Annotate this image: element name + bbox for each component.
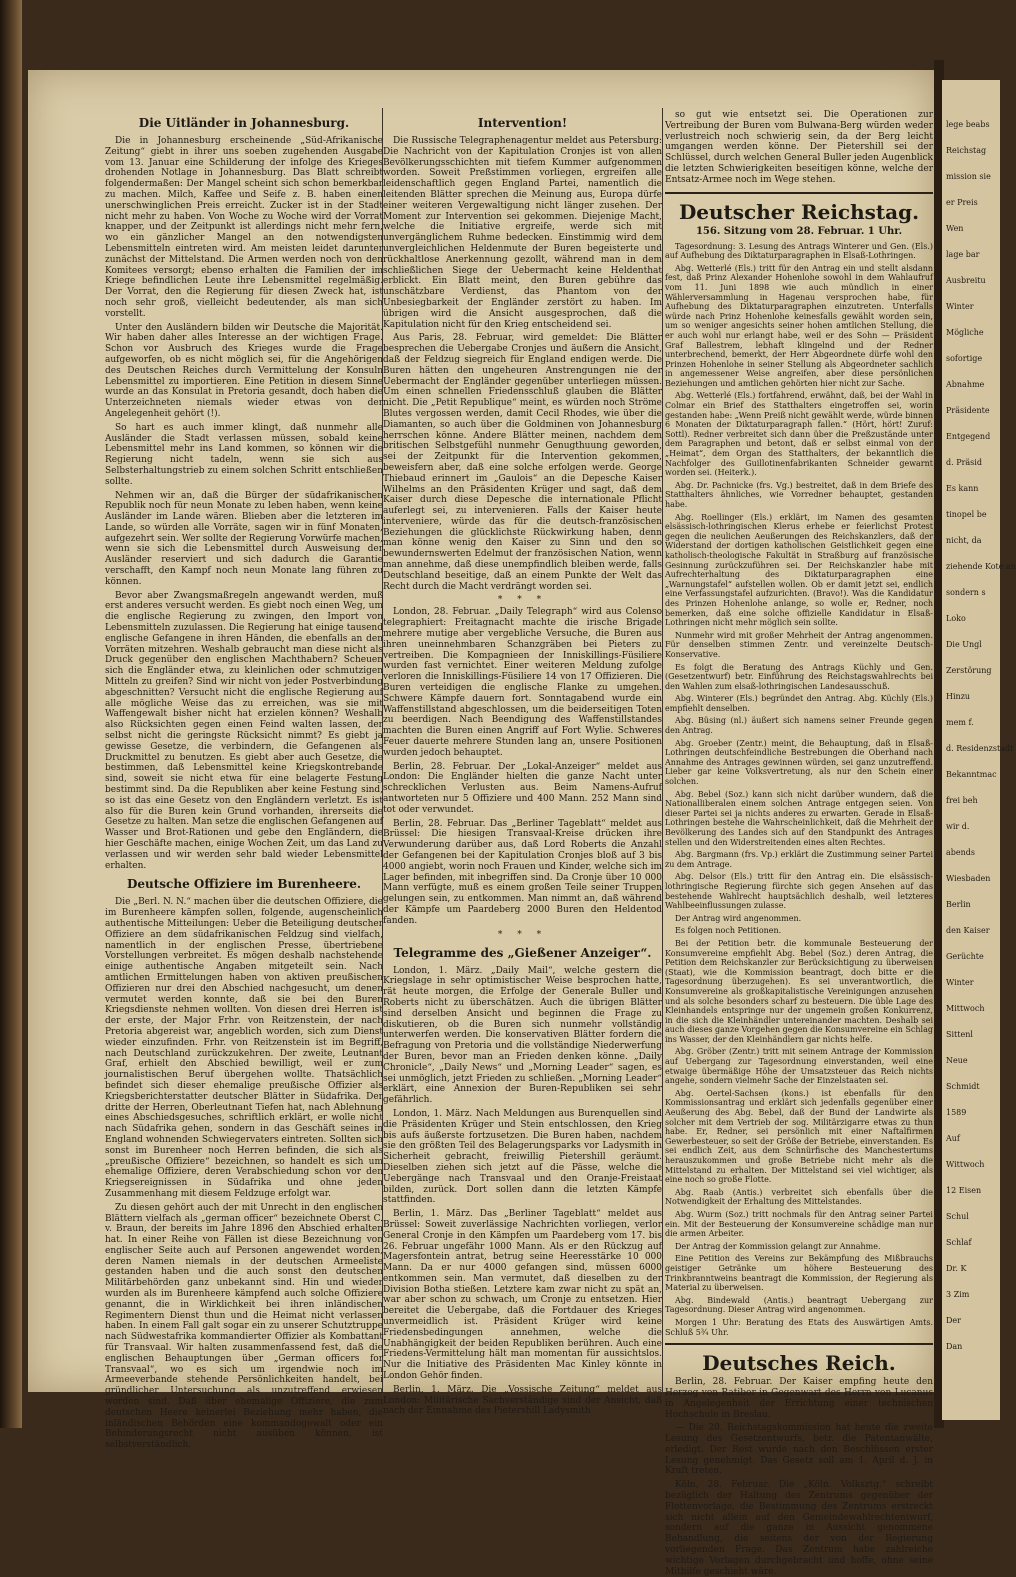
adjacent-page-line: lege beabs [946,120,990,129]
report-paragraph: Es folgt die Beratung des Antrags Küchly und Gen. (Gesetzentwurf) betr. Einführung des Reichstagswahlrechts bei den Wahlen zum elsaß-lothringischen Landesausschuß. [665,662,933,691]
adjacent-page-line: Bekanntmac [946,770,997,779]
report-paragraph: Abg. Gröber (Zentr.) tritt mit seinem Antrage der Kommission auf Uebergang zur Tagesordnung einverstanden, weil eine etwaige übermäßige Höhe der Umsatzsteuer das Reich nichts angehe, sondern vielmehr Sache der Einzelstaaten sei. [665,1047,933,1086]
report-paragraph: Abg. Bindewald (Antis.) beantragt Uebergang zur Tagesordnung. Dieser Antrag wird angenommen. [665,1295,933,1315]
article-headline: Deutsche Offiziere im Burenheere. [126,877,362,892]
adjacent-page-line: Winter [946,302,974,311]
adjacent-page-line: frei beh [946,796,978,805]
report-paragraph: Eine Petition des Vereins zur Bekämpfung des Mißbrauchs geistiger Getränke um höhere Besteuerung des Trinkbranntweins beantragt die Kommission, der Regierung als Material zu überweisen. [665,1254,933,1293]
adjacent-page-line: Schmidt [946,1082,980,1091]
adjacent-page-line: den Kaiser [946,926,990,935]
session-subtitle: 156. Sitzung vom 28. Februar. 1 Uhr. [695,225,903,237]
article-paragraph: Aus Paris, 28. Februar, wird gemeldet: Die Blätter besprechen die Uebergabe Cronjes und äußern die Ansicht, daß der Feldzug siegreich für England endigen werde. Die Buren hätten den ungeheuren Anstrengungen nie der Uebermacht der Engländer gegenüber unterliegen müssen. Um einen schnellen Friedensschluß glauben die Blätter nicht. Die „Petit Republique“ meint, es würden noch Ströme Blutes vergossen werden, damit Cecil Rhodes, wie über die Diamanten, so auch über die Goldminen von Johannesburg herrschen könne. Andere Blätter meinen, nachdem dem britischen Selbstgefühl nunmehr Genugthuung geworden, sei der Zeitpunkt für die Intervention gekommen, beweisfern aber, daß eine solche erfolgen werde. George Thiebaud erinnert im „Gaulois“ an die Depesche Kaiser Wilhelms an den Präsidenten Krüger und sagt, daß dem Kaiser durch diese Depesche die internationale Pflicht auferlegt sei, zu intervenieren. Falls der Kaiser heute interveniere, würde das für die deutsch-französischen Beziehungen die glücklichste Rückwirkung haben, denn man könne wenig den Kaiser zu Sinn und den so bewundernswerten Edelmut der französischen Nation, wenn man annehme, daß diese unempfindlich bleiben werde, falls Deutschland beseitige, daß an einem Punkte der Welt das Recht durch die Macht verdrängt worden sei. [383,333,662,592]
article-paragraph: so gut wie entsetzt sei. Die Operationen zur Vertreibung der Buren vom Bulwana-Berg würden weder verlustreich noch schwierig sein, da der Berg leicht umgangen werden könne. Der Pietershill sei der Schlüssel, durch welchen General Buller jeden Augenblick die letzten Schwierigkeiten beseitigen könne, welche der Entsatz-Armee noch im Wege stehen. [665,110,933,185]
adjacent-page-line: 12 Eisen [946,1186,982,1195]
adjacent-page-line: sofortige [946,354,983,363]
adjacent-page-line: Gerüchte [946,952,984,961]
article-headline: Intervention! [477,116,568,130]
column-3 [665,110,933,1577]
report-paragraph: Abg. Groeber (Zentr.) meint, die Behauptung, daß in Elsaß-Lothringen deutschfeindliche Bestrebungen die Oberhand nach Annahme des Antrages gewinnen würden, sei ganz unzutreffend. Lieber gar keine Volksvertretung, als nur den Schein einer solchen. [665,738,933,787]
adjacent-page-line: er Preis [946,198,978,207]
report-paragraph: Der Antrag wird angenommen. [675,913,802,923]
article-paragraph: Berlin, 1. März. Die „Vossische Zeitung“ meldet aus London: Militärische Sachverständige sind der Ansicht, daß nach der Einnahme des Pietershill Ladysmith [383,1384,662,1417]
book-edge [0,0,22,1428]
adjacent-page-line: mem f. [946,718,974,727]
adjacent-page-line: mission sie [946,172,991,181]
adjacent-page-line: Neue [946,1056,968,1065]
report-paragraph: Abg. Delsor (Els.) tritt für den Antrag ein. Die elsässisch-lothringische Regierung fürchte sich gegen Ansehen auf das bestehende Wahlrecht hauptsächlich deshalb, weil letzteres Wahlbeeinflussungen zulasse. [665,872,933,911]
report-paragraph: Abg. Bargmann (frs. Vp.) erklärt die Zustimmung seiner Partei zu dem Antrage. [665,850,933,869]
section-divider [665,192,933,194]
adjacent-page-line: Dan [946,1342,963,1351]
adjacent-page-line: Entgegend [946,432,991,441]
adjacent-page-line: ziehende Kote an [946,562,1016,571]
adjacent-page-line: tinopel be [946,510,987,519]
report-paragraph: Abg. Wurm (Soz.) tritt nochmals für den Antrag seiner Partei ein. Mit der Besteuerung der Konsumvereine schädige man nur die armen Arbeiter. [665,1209,933,1239]
adjacent-page-line: d. Präsid [946,458,982,467]
adjacent-page-line: Dr. K [946,1264,967,1273]
report-paragraph: Abg. Dr. Pachnicke (frs. Vg.) bestreitet, daß in dem Briefe des Statthalters ähnliches, wie Vorredner behauptet, gestanden habe. [665,480,933,510]
adjacent-page-line: Auf [946,1134,960,1143]
article-headline: Telegramme des „Gießener Anzeiger“. [393,945,652,960]
article-paragraph: Köln, 28. Februar. Die „Köln. Volksztg.“ schreibt bezüglich der Haltung des Zentrums gegenüber der Flottenvorlage, die Bestimmung des Zentrums erstreckt sich nicht allein auf den Gemeindewahlrechtentwurf, sondern auf die ganze in Aussicht genommene Behandlung, die seitens der von der Regierung vorliegenden Frage. Das Zentrum habe zahlreiche wichtige Vorlagen durchgebracht und hoffe, ohne seine Mithilfe geschieht wäre. [665,1480,933,1577]
column-rule [662,108,663,1398]
article-paragraph: So hart es auch immer klingt, daß nunmehr alle Ausländer die Stadt verlassen müssen, sobald keine Lebensmittel mehr ins Land kommen, so können wir die Regierung nicht tadeln, wenn sie sich aus Selbsterhaltungstrieb zu einem solchen Schritt entschließen sollte. [105,422,383,487]
report-paragraph: Abg. Büsing (nl.) äußert sich namens seiner Freunde gegen den Antrag. [665,716,933,736]
report-paragraph: Tagesordnung: 3. Lesung des Antrags Winterer und Gen. (Els.) auf Aufhebung des Diktaturparagraphen in Elsaß-Lothringen. [665,241,933,261]
adjacent-page-line: Hinzu [946,692,971,701]
report-paragraph: Abg. Roellinger (Els.) erklärt, im Namen des gesamten elsässisch-lothringischen Klerus erhebe er feierlichst Protest gegen die neulichen Aeußerungen des Reichskanzlers, daß der Widerstand der dortigen katholischen Geistlichkeit gegen eine katholisch-theologische Fakultät in Straßburg auf französische Gesinnung zurückzuführen sei. Der Reichskanzler habe mit Aufrechterhaltung des Diktaturparagraphen eine „Warnungstafel“ aufstellen wollen. Ob er damit jetzt sei, endlich eine Verfassungstafel aufzurichten. (Bravo!). Was die Kandidatur des Prinzen Hohenlohe anlange, so wolle er, Redner, noch bemerken, daß eine solche offizielle Kandidatur in Elsaß-Lothringen nicht mehr möglich sein sollte. [665,512,933,628]
adjacent-page-line: Reichstag [946,146,987,155]
column-1 [105,110,383,1451]
separator-stars: * * * [497,595,548,606]
separator-stars: * * * [497,929,548,940]
section-divider [665,1343,933,1345]
article-paragraph: Berlin, 28. Februar. Der „Lokal-Anzeiger“ meldet aus London: Die Engländer hielten die ganze Nacht unter schrecklichen Verlusten aus. Beim Namens-Aufruf antworteten nur 5 Offiziere und 400 Mann. 252 Mann sind tot oder verwundet. [383,761,662,815]
adjacent-page-text [942,80,1016,1352]
article-paragraph: Berlin, 1. März. Das „Berliner Tageblatt“ meldet aus Brüssel: Soweit zuverlässige Nachrichten vorliegen, verlor General Cronje in den Kämpfen um Paardeberg vom 17. bis 26. Februar ungefähr 1000 Mann. Als er den Rückzug auf Magersfontein antrat, betrug seine Heeresstärke 10 000 Mann. Da er nur 4000 gefangen sind, müssen 6000 entkommen sein. Man vermutet, daß dieselben zu der Division Botha stießen. Letztere kam zwar nicht zu spät an, war aber schon zu schwach, um Cronje zu entsetzen. Hier bereitet die Uebergabe, daß die Fortdauer des Krieges unvermeidlich ist. Präsident Krüger wird keine Friedensbedingungen annehmen, welche die Unabhängigkeit der beiden Republiken berühren. Auch eine Friedens-Vermittelung hält man momentan für aussichtslos. Nur die Initiative des Präsidenten Mac Kinley könnte in London Gehör finden. [383,1209,662,1382]
adjacent-page-line: Zerstörung [946,666,992,675]
article-paragraph: Die Russische Telegraphenagentur meldet aus Petersburg: Die Nachricht von der Kapitulation Cronjes ist von allen Bevölkerungsschichten mit tiefem Kummer aufgenommen worden. Soweit Preßstimmen vorliegen, ergreifen alle leidenschaftlich gegen England Partei, namentlich die leitenden Blätter sprechen die Meinung aus, Europa dürfe einer weiteren Vergewaltigung nicht länger zusehen. Der Moment zur Intervention sei gekommen. Diejenige Macht, welche die Initiative ergreife, werde sich mit unvergänglichem Ruhme bedecken. Einstimmig wird dem unvergleichlichen Heldenmute der Buren begeisterte und rückhaltlose Anerkennung gezollt, während man in dem schließlichen Siege der Uebermacht keine Heldenthat erblickt. Ein Blatt meint, den Buren gebühre das unschätzbare Verdienst, das Phantom von der Unbesiegbarkeit der Engländer zerstört zu haben. Im übrigen wird die Ansicht ausgesprochen, daß die Kapitulation nicht für den Krieg entscheidend sei. [383,136,662,330]
adjacent-page-line: Mittwoch [946,1004,985,1013]
report-paragraph: Abg. Oertel-Sachsen (kons.) ist ebenfalls für den Kommissionsantrag und erklärt sich jedenfalls gegenüber einer Aeußerung des Abg. Bebel, daß der Bund der Landwirte als solcher mit dem Vertrieb der sog. Militärzigarre etwas zu thun habe. Er, Redner, sei persönlich mit einer Naftalfirmen Gewerbesteuer, so seit der Größe der Betriebe, einverstanden. Es sei endlich Zeit, aus dem Schnürfische des Manchestertums herauszukommen und große Betriebe nicht mehr als die Mittelstand zu erhalten. Der Mittelstand sei viel wichtiger, als eine noch so große Flotte. [665,1088,933,1185]
adjacent-page-line: Ausbreitu [946,276,986,285]
report-paragraph: Es folgen noch Petitionen. [675,926,782,936]
article-paragraph: London, 28. Februar. „Daily Telegraph“ wird aus Colenso telegraphiert: Freitagnacht machte die irische Brigade mehrere mutige aber vergebliche Versuche, die Buren aus ihren uneinnehmbaren Schanzgräben bei Pieters zu vertreiben. Die Kompagnieen der Inniskillings-Füsiliere wurden fast vernichtet. Einer weiteren Meldung zufolge verloren die Inniskillings-Füsiliere 14 von 17 Offizieren. Die Buren verteidigen die englische Flanke zu umgehen. Schwere Kämpfe dauern fort. Sonntagabend wurde ein Waffenstillstand abgeschlossen, um die beiderseitigen Toten zu beerdigen. Nach Beendigung des Waffenstillstandes machten die Buren einen Angriff auf Fort Wylie. Schweres Feuer dauerte mehrere Stunden lang an, unsere Positionen wurden jedoch behauptet. [383,607,662,758]
adjacent-page-line: Mögliche [946,328,984,337]
article-headline: Die Uitländer in Johannesburg. [138,116,350,130]
adjacent-page-line: Wiesbaden [946,874,991,883]
reichstag-report [665,242,933,1338]
adjacent-page-line: Abnahme [946,380,985,389]
column-2 [383,110,662,1417]
article-paragraph: — Die 20. Reichstagskommission hat heute die zweite Lesung des Gesetzentwurfs, betr. die Patentanwälte, erledigt. Der Rest wurde nach den Beschlüssen erster Lesung genehmigt. Das Gesetz soll am 1. April d. J. in Kraft treten. [665,1423,933,1477]
article-paragraph: Nehmen wir an, daß die Bürger der südafrikanischen Republik noch für neun Monate zu leben haben, wenn keine Ausländer im Lande wären. Blieben aber die letzteren im Lande, so würden alle Vorräte, sagen wir in fünf Monaten, aufgezehrt sein. Wer sollte der Regierung Vorwürfe machen, wenn sie sich die Lebensmittel durch Ausweisung der Ausländer reserviert und sich dadurch die Garantie verschafft, den Kampf noch neun Monate lang führen zu können. [105,490,383,587]
section-headline: Deutsches Reich. [702,1351,896,1376]
article-paragraph: Bevor aber Zwangsmaßregeln angewandt werden, muß erst anderes versucht werden. Es giebt noch einen Weg, um die englische Regierung zu zwingen, den Import von Lebensmitteln zuzulassen. Die Regierung hat einige tausend englische Gefangene in ihren Händen, die ebenfalls an den Vorräten mitzehren. Weshalb gebraucht man diese nicht als Druck gegenüber den englischen Machthabern? Scheuen sich die Engländer etwa, zu kleinlichen oder schmutzigen Mitteln zu greifen? Sind wir nicht von jeder Postverbindung abgeschnitten? Versucht nicht die englische Regierung auf alle mögliche Weise das zu erreichen, was sie mit Waffengewalt bisher nicht hat erzielen können? Weshalb also Rücksichten gegen einen Feind walten lassen, der selbst nicht die geringste Rücksicht nimmt? Es giebt ja gewisse Gesetze, die verbindern, die Gefangenen als Druckmittel zu benutzen. Es giebt aber auch Gesetze, die bestimmen, daß Lebensmittel keine Kriegskontrebande sind, soweit sie nicht etwa für eine belagerte Festung bestimmt sind. Da die Republiken aber keine Festung sind, so ist das eine Gesetz von den Engländern verletzt. Es ist also für die Buren kein Grund vorhanden, ihrerseits die Gesetze zu halten. Man setze die englischen Gefangenen auf Wasser und Brot-Rationen und gebe den Engländern, die hier Geschäfte machen, einige Wochen Zeit, um das Land zu verlassen und wir werden sehr bald wieder Lebensmittel erhalten. [105,590,383,871]
report-paragraph: Morgen 1 Uhr: Beratung des Etats des Auswärtigen Amts. Schluß 5¾ Uhr. [665,1317,933,1337]
section-headline: Deutscher Reichstag. [678,199,920,224]
report-paragraph: Bei der Petition betr. die kommunale Besteuerung der Konsumvereine empfiehlt Abg. Bebel (Soz.) deren Antrag, die Petition dem Reichskanzler zur Berücksichtigung zu überweisen (Staat), wie die Kommission beantragt, doch bitte er die Tagesordnung überzugehen). Es sei unverantwortlich, die Konsumvereine als großkapitalistische Vereinigungen anzusehen und als solche besonders scharf zu besteuern. Die üble Lage des Kleinhandels entspringe nur der ungemein großen Konkurrenz, in die sich die Kleinhändler untereinander machten. Deshalb sei auch dieses ganze Vorgehen gegen die Konsumvereine ein Schlag ins Wasser, der den Kleinhändlern gar nichts helfe. [665,938,933,1044]
report-paragraph: Abg. Bebel (Soz.) kann sich nicht darüber wundern, daß die Nationalliberalen einem solchen Antrage entgegen seien. Von dieser Partei sei ja nichts anderes zu erwarten. Gerade in Elsaß-Lothringen bestehe die Wahrscheinlichkeit, daß die Mehrheit der Bevölkerung des Landes sich auf den Standpunkt des Antrages stellen und den Widerstreitenden eines alten Rechtes. [665,789,933,847]
article-paragraph: Zu diesen gehört auch der mit Unrecht in den englischen Blättern vielfach als „german officer“ bezeichnete Oberst C. v. Braun, der bereits im Jahre 1896 den Abschied erhalten hat. In einer Reihe von Fällen ist diese Bezeichnung von englischer Seite auch auf Personen angewendet worden, deren Namen niemals in der deutschen Armeeliste gestanden haben und die auch sonst den deutschen Militärbehörden ganz unbekannt sind. Hin und wieder wurden als im Burenheere kämpfend auch solche Offiziere genannt, die in Wirklichkeit bei ihren inländischen Regimentern Dienst thun und die Heimat nicht verlassen haben. In einem Fall galt sogar ein zu unserer Schutztruppe nach Südwestafrika kommandierter Offizier als Kombattant für Transvaal. Wir halten zusammenfassend fest, daß die englischen Behauptungen über „German officers for Transvaal“, wo es sich um irgendwie noch im Armeeverbande stehende Persönlichkeiten handelt, bei gründlicher Untersuchung als unzutreffend erwiesen worden sind. Daß über ehemalige Offiziere, die zum deutschen Heere keinerlei Beziehung mehr haben, die inländischen Behörden eine kommandogewalt oder ein Behinderungsrecht nicht ausüben können, ist selbstverständlich. [105,1202,383,1451]
adjacent-page-line: wir d. [946,822,970,831]
adjacent-page-line: Sittenl [946,1030,973,1039]
adjacent-page-line: Wittwoch [946,1160,985,1169]
article-paragraph: Die in Johannesburg erscheinende „Süd-Afrikanische Zeitung“ giebt in ihrer uns soeben zugehenden Ausgabe vom 13. Januar eine Schilderung der infolge des Krieges drohenden Notlage in Johannesburg. Das Blatt schreibt folgendermaßen: Der Mangel scheint sich schon bemerkbar zu machen. Milch, Kaffee und Seife z. B. haben einen unerschwinglichen Preis erreicht. Zucker ist in der Stadt nicht mehr zu haben. Von Woche zu Woche wird der Vorrat knapper, und der Zeitpunkt ist allerdings nicht mehr fern, wo ein gänzlicher Mangel an den notwendigsten Lebensmitteln eintreten wird. Am meisten leidet darunter zunächst der Mittelstand. Die Armen werden noch von den Komitees versorgt; ebenso erhalten die Familien der im Kriege befindlichen Leute ihre Lebensmittel regelmäßig. Der Vorrat, den die Regierung für diesen Zweck hat, ist noch sehr groß, vielleicht bedeutender, als man sich vorstellt. [105,136,383,319]
adjacent-page-line: Der [946,1316,961,1325]
adjacent-page-line: d. Residenzstadt [946,744,1014,753]
adjacent-page-line: 1589 [946,1108,967,1117]
report-paragraph: Abg. Raab (Antis.) verbreitet sich ebenfalls über die Notwendigkeit der Erhaltung des Mittelstandes. [665,1187,933,1207]
report-paragraph: Nunmehr wird mit großer Mehrheit der Antrag angenommen. Für denselben stimmen Zentr. und vereinzelte Deutsch-Konservative. [665,630,933,659]
adjacent-page-line: 3 Zim [946,1290,970,1299]
report-paragraph: Abg. Wetterlé (Els.) fortfahrend, erwähnt, daß, bei der Wahl in Colmar ein Brief des Statthalters eingetroffen sei, worin gestanden habe: „Wenn Preiß nicht gewählt werde, würde binnen 6 Monaten der Diktaturparagraph fallen.“ (Hört, hört! Zuruf: Sottl). Redner verbreitet sich dann über die Preßzustände unter dem Paragraphen und betont, daß er selbst einmal von der „Heimat“, dem Organ des Statthalters, der bekanntlich die Nachfolger des Guillotinenfabrikanten Schneider gewarnt worden sei. (Heiterk.). [665,391,933,478]
article-paragraph: Die „Berl. N. N.“ machen über die deutschen Offiziere, die im Burenheere kämpfen sollen, folgende, augenscheinlich authentische Mitteilungen: Ueber die Beteiligung deutscher Offiziere an dem südafrikanischen Feldzug sind vielfach, namentlich in der englischen Presse, übertriebene Vorstellungen verbreitet. Es mögen deshalb nachstehende einige authentische Angaben mitgeteilt sein. Nach amtlichen Ermittelungen haben von aktiven preußischen Offizieren nur drei den Abschied nachgesucht, um denen vermutet werden konnte, daß sie bei den Buren Kriegsdienste nehmen wollten. Von diesen drei Herren ist der erste, der Major Frhr. von Reitzenstein, der nach Pretoria abgereist war, angeblich worden, sich zum Dienst wieder einzufinden. Frhr. von Reitzenstein ist im Begriff, nach Deutschland zurückzukehren. Der zweite, Leutnant Graf, erhielt den Abschied bewilligt, weil er zum journalistischen Beruf übergehen wollte. Thatsächlich befindet sich dieser ehemalige preußische Offizier als Kriegsberichterstatter deutscher Blätter in Südafrika. Der dritte der Herren, Oberleutnant Tiefen hat, nach Ablehnung eines Abschiedsgesuches, schriftlich erklärt, er wolle nicht nach Südafrika gehen, sondern in das Geschäft seines in England wohnenden Schwiegervaters eintreten. Sollten sich sonst im Burenheer noch Herren befinden, die sich als „preußische Offiziere“ bezeichnen, so handelt es sich um ehemalige Offiziere, deren Verabschiedung schon vor den Kriegsereignissen in Südafrika und ohne jeden Zusammenhang mit diesem Feldzuge erfolgt war. [105,897,383,1199]
adjacent-page-line: Loko [946,614,966,623]
article-paragraph: Berlin, 28. Februar. Das „Berliner Tageblatt“ meldet aus Brüssel: Die hiesigen Transvaal-Kreise drücken ihre Verwunderung darüber aus, daß Lord Roberts die Anzahl der Gefangenen bei der Kapitulation Cronjes bloß auf 3 bis 4000 angiebt, worin noch Frauen und Kinder, welche sich im Lager befinden, mit inbegriffen sind. Da Cronje über 10 000 Mann verfügte, muß es einem großen Teile seiner Truppen gelungen sein, zu entkommen. Man nimmt an, daß während der Kämpfe um Paardeberg 2000 Buren den Heldentod fanden. [383,818,662,926]
adjacent-page-line: Schul [946,1212,969,1221]
adjacent-page-line: Präsidente [946,406,990,415]
adjacent-page-line: Berlin [946,900,971,909]
adjacent-page-line: Die Ungl [946,640,982,649]
adjacent-page-strip [942,80,1016,1420]
article-paragraph: Berlin, 28. Februar. Der Kaiser empfing heute den Herzog von Ratibor in Gegenwart des Herrn von Lucanus in Angelegenheit der Errichtung einer technischen Hochschule in Breslau. [665,1377,933,1420]
adjacent-page-line: Schlaf [946,1238,972,1247]
adjacent-page-line: sondern s [946,588,986,597]
adjacent-page-line: nicht, da [946,536,982,545]
report-paragraph: Abg. Wetterlé (Els.) tritt für den Antrag ein und stellt alsdann fest, daß Prinz Alexander Hohenlohe sowohl in dem Wahlaufruf vom 11. Juni 1898 wie auch mündlich in einer Wählerversammlung in Hagenau versprochen habe, für Aufhebung des Diktaturparagraphen einzutreten. Unterfalls würde nach Prinz Hohenlohe keinesfalls gewählt worden sein, um so weniger angesichts seiner hohen amtlichen Stellung, die er auch wohl nur erlangt habe, weil er des Sohn — Präsident Graf Ballestrem, lebhaft klingelnd und der Redner unterbrechend, bemerkt, der Herr Abgeordnete dürfe wohl den Prinzen Hohenlohe in seiner Stellung als Abgeordneter sachlich in angemessener Weise angreifen, aber diese persönlichen Beziehungen und amtlichen gehörten hier nicht zur Sache. [665,263,933,388]
adjacent-page-line: Wen [946,224,964,233]
adjacent-page-line: Winter [946,978,974,987]
article-paragraph: London, 1. März. „Daily Mail“, welche gestern die Kriegslage in sehr optimistischer Weise besprochen hatte, rät heute morgen, die Erfolge der Generale Buller und Roberts nicht zu überschätzen. Auch die übrigen Blätter sind derselben Ansicht und beginnen die Frage zu diskutieren, ob die Buren sich nunmehr vollständig unterwerfen werden. Die konservativen Blätter fordern die Befragung von Pretoria und die vollständige Niederwerfung der Buren, bevor man an Frieden denken könne. „Daily Chronicle“, „Daily News“ und „Morning Leader“ sagen, es sei unmöglich, jetzt Frieden zu schließen. „Morning Leader“ erklärt, eine Annexion der Buren-Republiken sei sehr gefährlich. [383,965,662,1106]
article-paragraph: London, 1. März. Nach Meldungen aus Burenquellen sind die Präsidenten Krüger und Stein entschlossen, den Krieg bis aufs äußerste fortzusetzen. Die Buren haben, nachdem sie den größten Teil des Belagerungsparks vor Ladysmith in Sicherheit gebracht, freiwillig Pietershill geräumt. Dieselben ziehen sich jetzt auf die Pässe, welche die Uebergänge nach Transvaal und den Oranje-Freistaat bilden, zurück. Dort sollen dann die letzten Kämpfe stattfinden. [383,1108,662,1206]
adjacent-page-line: lage bar [946,250,980,259]
article-paragraph: Unter den Ausländern bilden wir Deutsche die Majorität. Wir haben daher alles Interesse an der wichtigen Frage. Schon vor Ausbruch des Krieges wurde die Frage aufgeworfen, ob es nicht möglich sei, für die Angehörigen des Deutschen Reiches durch Vermittelung der Konsuln Lebensmittel zu importieren. Eine Petition in diesem Sinne wurde an das Konsulat in Pretoria gesandt, doch haben die Unterzeichneten niemals wieder etwas von der Angelegenheit gehört (!). [105,322,383,419]
adjacent-page-line: abends [946,848,976,857]
report-paragraph: Der Antrag der Kommission gelangt zur Annahme. [675,1241,881,1251]
report-paragraph: Abg. Winterer (Els.) begründet den Antrag. Abg. Küchly (Els.) empfiehlt denselben. [665,694,933,713]
adjacent-page-line: Es kann [946,484,979,493]
